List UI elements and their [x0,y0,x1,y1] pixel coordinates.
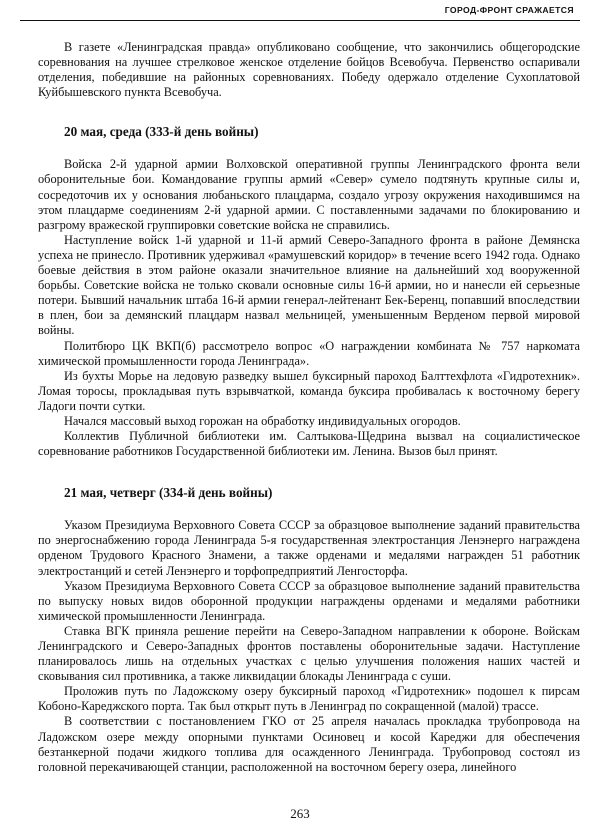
section-heading-may-21: 21 мая, четверг (334-й день войны) [64,485,273,501]
paragraph: Ставка ВГК приняла решение перейти на Северо-Западном направлении к обороне. Войскам Ленинградского и Северо-Западных фронтов поставлены оборонительные задачи. Наступление планировалось лишь на отдельных участках с целью улучшения положения наших частей и сковывания сил противника, а также ликвидации блокады Ленинграда с суши. [38,623,580,684]
paragraph: Начался массовый выход горожан на обработку индивидуальных огородов. [64,413,461,428]
paragraph: Наступление войск 1-й ударной и 11-й армий Северо-Западного фронта в районе Демянска успеха не принесло. Противник удерживал «рамушевский коридор» в течение всего 1942 года. Однако боевые действия в этом районе оказали значительное влияние на дальнейший ход вооруженной борьбы. Советские войска не только сковали основные силы 16-й армии, но и нанесли ей серьезные потери. Бывший начальник штаба 16-й армии генерал-лейтенант Бек-Беренц, попавший впоследствии в плен, бои за демянский плацдарм назвал мельницей, уменьшенным Верденом первой мировой войны. [38,232,580,338]
paragraph: Коллектив Публичной библиотеки им. Салтыкова-Щедрина вызвал на социалистическое соревнование работников Государственной библиотеки им. Ленина. Вызов был принят. [38,429,580,459]
page-number: 263 [290,806,310,821]
paragraph: Из бухты Морье на ледовую разведку вышел буксирный пароход Балттехфлота «Гидротехник». Ломая торосы, прокладывая путь взрывчаткой, команда буксира пробивалась к восточному берегу Ладоги почти сутки. [38,368,580,413]
intro-paragraph: В газете «Ленинградская правда» опубликовано сообщение, что закончились общегородские соревнования на лучшее стрелковое женское отделение бойцов Всевобуча. Первенство оспаривали отделения, победившие на районных соревнованиях. Победу одержало отделение Сухоплатовой Куйбышевского пункта Всевобуча. [38,40,580,100]
running-title: ГОРОД-ФРОНТ СРАЖАЕТСЯ [444,5,574,15]
paragraph: Войска 2-й ударной армии Волховской оперативной группы Ленинградского фронта вели оборонительные бои. Командование группы армий «Север» сумело подтянуть крупные силы и, сосредоточив их у основания любаньского плацдарма, создало угрозу окружения находившимся на этом плацдарме соединениям 2-й ударной армии. С поставленными задачами по блокированию и разгрому вражеской группировки советские войска не справились. [38,157,580,232]
paragraph: Указом Президиума Верховного Совета СССР за образцовое выполнение заданий правительства по выпуску новых видов оборонной продукции награждены орденами и медалями работники химической промышленности Ленинграда. [38,578,580,623]
paragraph: В соответствии с постановлением ГКО от 25 апреля началась прокладка трубопровода на Ладожском озере между опорными пунктами Осиновец и косой Кареджи для обеспечения безтанкерной подачи жидкого топлива для осажденного Ленинграда. Трубопровод состоял из головной перекачивающей станции, расположенной на восточном берегу озера, линейного [38,714,580,774]
paragraph: Проложив путь по Ладожскому озеру буксирный пароход «Гидротехник» подошел к пирсам Кобоно-Кареджского порта. Так был открыт путь в Ленинград по сокращенной (малой) трассе. [38,684,580,714]
page-body [38,40,580,775]
section-heading-may-20: 20 мая, среда (333-й день войны) [64,124,259,140]
paragraph: Указом Президиума Верховного Совета СССР за образцовое выполнение заданий правительства по энергоснабжению города Ленинграда 5-я государственная электростанция Ленэнерго награждена орденом Трудового Красного Знамени, а также орденами и медалями награжден 51 работник электростанций и сетей Ленэнерго и торфопредприятий Ленгосторфа. [38,518,580,578]
header-rule [20,20,580,21]
paragraph: Политбюро ЦК ВКП(б) рассмотрело вопрос «О награждении комбината № 757 наркомата химической промышленности города Ленинграда». [38,338,580,368]
running-header [0,0,600,20]
